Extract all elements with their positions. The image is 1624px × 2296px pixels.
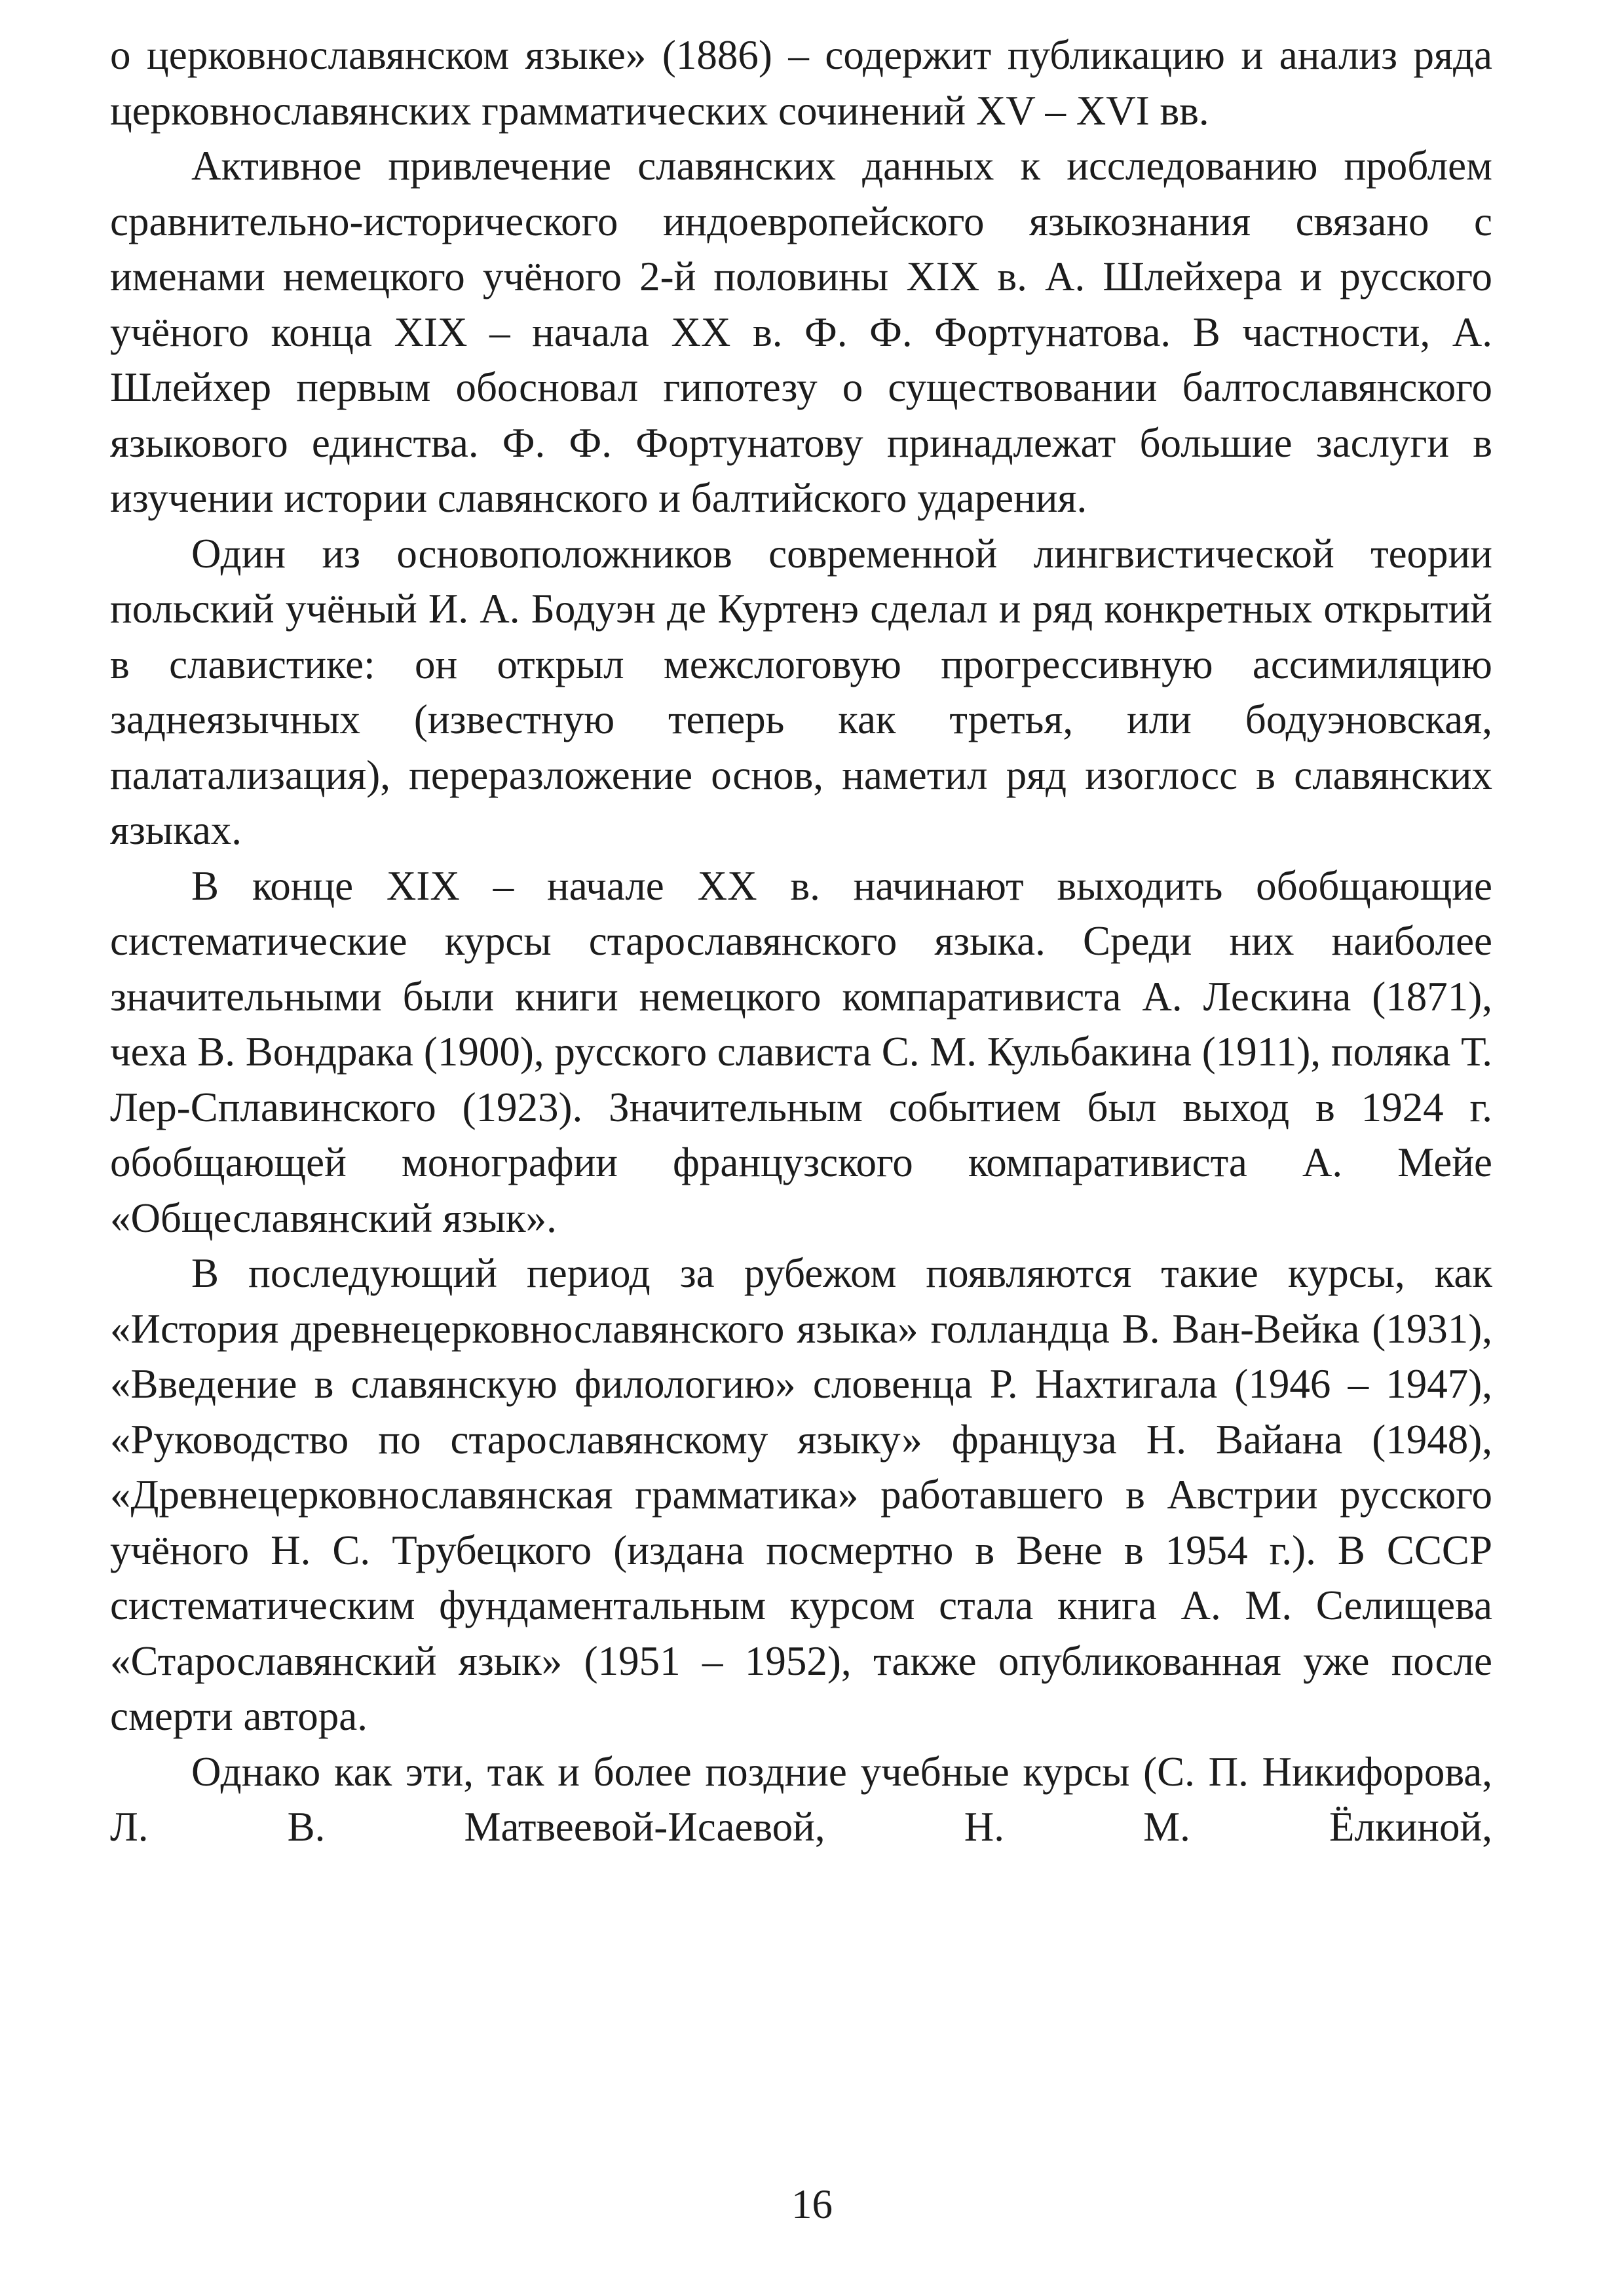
paragraph-textbooks: Однако как эти, так и более поздние учебные курсы (С. П. Никифорова, Л. В. Матвеевой-Исаевой, Н. М. Ёлкиной, bbox=[110, 1748, 1492, 1850]
paragraph-baudouin: Один из основоположников современной лингвистической теории польский учёный И. А. Бодуэн де Куртенэ сделал и ряд конкретных открытий в славистике: он открыл межслоговую прогрессивную ассимиляцию заднеязычных (известную теперь как третья, или бодуэновская, палатализация), переразложение основ, наметил ряд изоглосс в славянских языках. bbox=[110, 530, 1492, 853]
paragraph-comparative-linguistics: Активное привлечение славянских данных к исследованию проблем сравнительно-исторического индоевропейского языкознания связано с именами немецкого учёного 2-й половины XIX в. А. Шлейхера и русского учёного конца XIX – начала XX в. Ф. Ф. Фортунатова. В частности, А. Шлейхер первым обосновал гипотезу о существовании балтославянского языкового единства. Ф. Ф. Фортунатову принадлежат большие заслуги в изучении истории славянского и балтийского ударения. bbox=[110, 143, 1492, 521]
paragraph-continuation: о церковнославянском языке» (1886) – содержит публикацию и анализ ряда церковнославянских грамматических сочинений XV – XVI вв. bbox=[110, 32, 1492, 134]
paragraph-systematic-courses: В конце XIX – начале XX в. начинают выходить обобщающие систематические курсы старославянского языка. Среди них наиболее значительными были книги немецкого компаративиста А. Лескина (1871), чеха В. Вондрака (1900), русского слависта С. М. Кульбакина (1911), поляка Т. Лер-Сплавинского (1923). Значительным событием был выход в 1924 г. обобщающей монографии французского компаративиста А. Мейе «Общеславянский язык». bbox=[110, 862, 1492, 1241]
page-number: 16 bbox=[791, 2181, 833, 2227]
body-text bbox=[110, 28, 1492, 1855]
paragraph-later-courses: В последующий период за рубежом появляются такие курсы, как «История древнецерковнославянского языка» голландца В. Ван-Вейка (1931), «Введение в славянскую филологию» словенца Р. Нахтигала (1946 – 1947), «Руководство по старославянскому языку» француза Н. Вайана (1948), «Древнецерковнославянская грамматика» работавшего в Австрии русского учёного Н. С. Трубецкого (издана посмертно в Вене в 1954 г.). В СССР систематическим фундаментальным курсом стала книга А. М. Селищева «Старославянский язык» (1951 – 1952), также опубликованная уже после смерти автора. bbox=[110, 1250, 1492, 1739]
